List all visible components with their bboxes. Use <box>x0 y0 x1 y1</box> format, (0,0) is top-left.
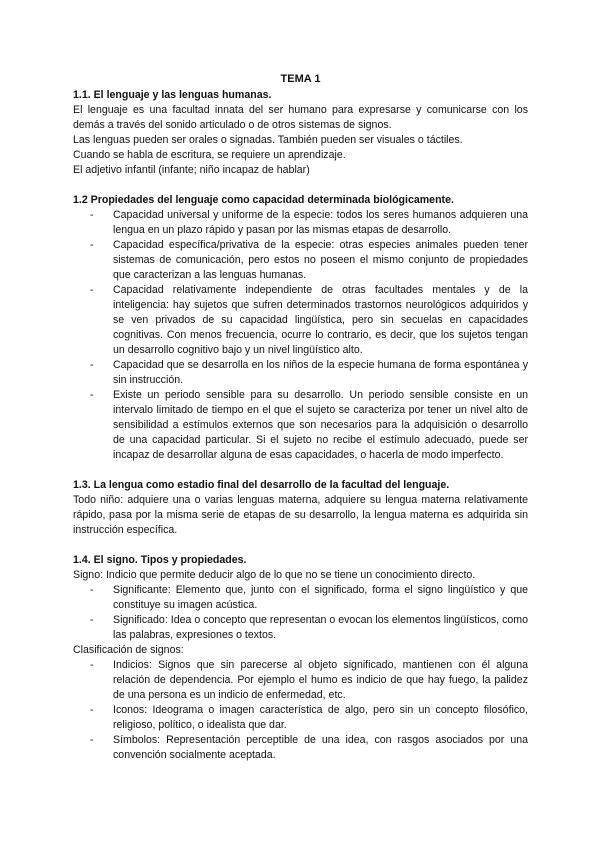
document-page <box>73 72 528 763</box>
paragraph: Clasificación de signos: <box>73 644 184 656</box>
list-item <box>73 208 528 238</box>
list-item-text: Significante: Elemento que, junto con el significado, forma el signo lingüístico y que constituye su imagen acústica. <box>113 584 528 611</box>
bullet-dash: - <box>90 704 94 716</box>
list-item <box>73 583 528 613</box>
list-item-text: Capacidad universal y uniforme de la especie: todos los seres humanos adquieren una lengua en un plazo rápido y pasan por las mismas etapas de desarrollo. <box>113 209 528 236</box>
properties-list <box>73 208 528 463</box>
paragraph: Signo: Indicio que permite deducir algo de lo que no se tiene un conocimiento directo. <box>73 569 476 581</box>
list-item-text: Símbolos: Representación perceptible de una idea, con rasgos asociados por una convención socialmente aceptada. <box>113 734 528 761</box>
bullet-dash: - <box>90 584 94 596</box>
list-item-text: Capacidad que se desarrolla en los niños de la especie humana de forma espontánea y sin instrucción. <box>113 359 528 386</box>
bullet-dash: - <box>90 359 94 371</box>
bullet-dash: - <box>90 734 94 746</box>
paragraph: Todo niño: adquiere una o varias lenguas materna, adquiere su lengua materna relativamente rápido, pasa por la misma serie de etapas de su desarrollo, la lengua materna es adquirida sin instrucción específica. <box>73 494 528 536</box>
bullet-dash: - <box>90 209 94 221</box>
bullet-dash: - <box>90 614 94 626</box>
bullet-dash: - <box>90 389 94 401</box>
sign-parts-list <box>73 583 528 643</box>
list-item <box>73 658 528 703</box>
section-heading-1-1: 1.1. El lenguaje y las lenguas humanas. <box>73 89 272 101</box>
paragraph: Cuando se habla de escritura, se requiere un aprendizaje. <box>73 149 346 161</box>
paragraph: El lenguaje es una facultad innata del ser humano para expresarse y comunicarse con los demás a través del sonido articulado o de otros sistemas de signos. <box>73 104 528 131</box>
page-title: TEMA 1 <box>280 73 321 85</box>
list-item <box>73 613 528 643</box>
list-item <box>73 703 528 733</box>
section-heading-1-3: 1.3. La lengua como estadio final del desarrollo de la facultad del lenguaje. <box>73 479 450 491</box>
bullet-dash: - <box>90 284 94 296</box>
paragraph: El adjetivo infantil (infante; niño incapaz de hablar) <box>73 164 310 176</box>
spacer <box>73 538 528 553</box>
list-item-text: Iconos: Ideograma o imagen característica de algo, pero sin un concepto filosófico, religioso, político, o idealista que dar. <box>113 704 528 731</box>
list-item <box>73 733 528 763</box>
bullet-dash: - <box>90 659 94 671</box>
paragraph: Las lenguas pueden ser orales o signadas. También pueden ser visuales o táctiles. <box>73 134 463 146</box>
list-item <box>73 283 528 358</box>
list-item <box>73 358 528 388</box>
list-item-text: Existe un periodo sensible para su desarrollo. Un periodo sensible consiste en un intervalo limitado de tiempo en el que el sujeto se caracteriza por tener un nivel alto de sensibilidad a estímulos externos que son necesarios para la adquisición o desarrollo de una capacidad particular. Si el sujeto no recibe el estímulo adecuado, puede ser incapaz de desarrollar alguna de esas capacidades, o hacerla de modo imperfecto. <box>113 389 528 461</box>
section-heading-1-2: 1.2 Propiedades del lenguaje como capacidad determinada biológicamente. <box>73 194 454 206</box>
list-item <box>73 238 528 283</box>
list-item-text: Capacidad específica/privativa de la especie: otras especies animales pueden tener sistemas de comunicación, pero estos no poseen el mismo conjunto de propiedades que caracterizan a las lenguas humanas. <box>113 239 528 281</box>
section-heading-1-4: 1.4. El signo. Tipos y propiedades. <box>73 554 247 566</box>
spacer <box>73 463 528 478</box>
list-item-text: Significado: Idea o concepto que representan o evocan los elementos lingüísticos, como las palabras, expresiones o textos. <box>113 614 528 641</box>
bullet-dash: - <box>90 239 94 251</box>
sign-classification-list <box>73 658 528 763</box>
spacer <box>73 178 528 193</box>
list-item-text: Capacidad relativamente independiente de otras facultades mentales y de la inteligencia: hay sujetos que sufren determinados trastornos neurológicos adquiridos y se ven privados de su capacidad lingüística, pero sin secuelas en capacidades cognitivas. Con menos frecuencia, ocurre lo contrario, es decir, que los sujetos tengan un desarrollo cognitivo bajo y un nivel lingüístico alto. <box>113 284 528 356</box>
list-item <box>73 388 528 463</box>
list-item-text: Indicios: Signos que sin parecerse al objeto significado, mantienen con él alguna relación de dependencia. Por ejemplo el humo es indicio de que hay fuego, la palidez de una persona es un indicio de enfermedad, etc. <box>113 659 528 701</box>
